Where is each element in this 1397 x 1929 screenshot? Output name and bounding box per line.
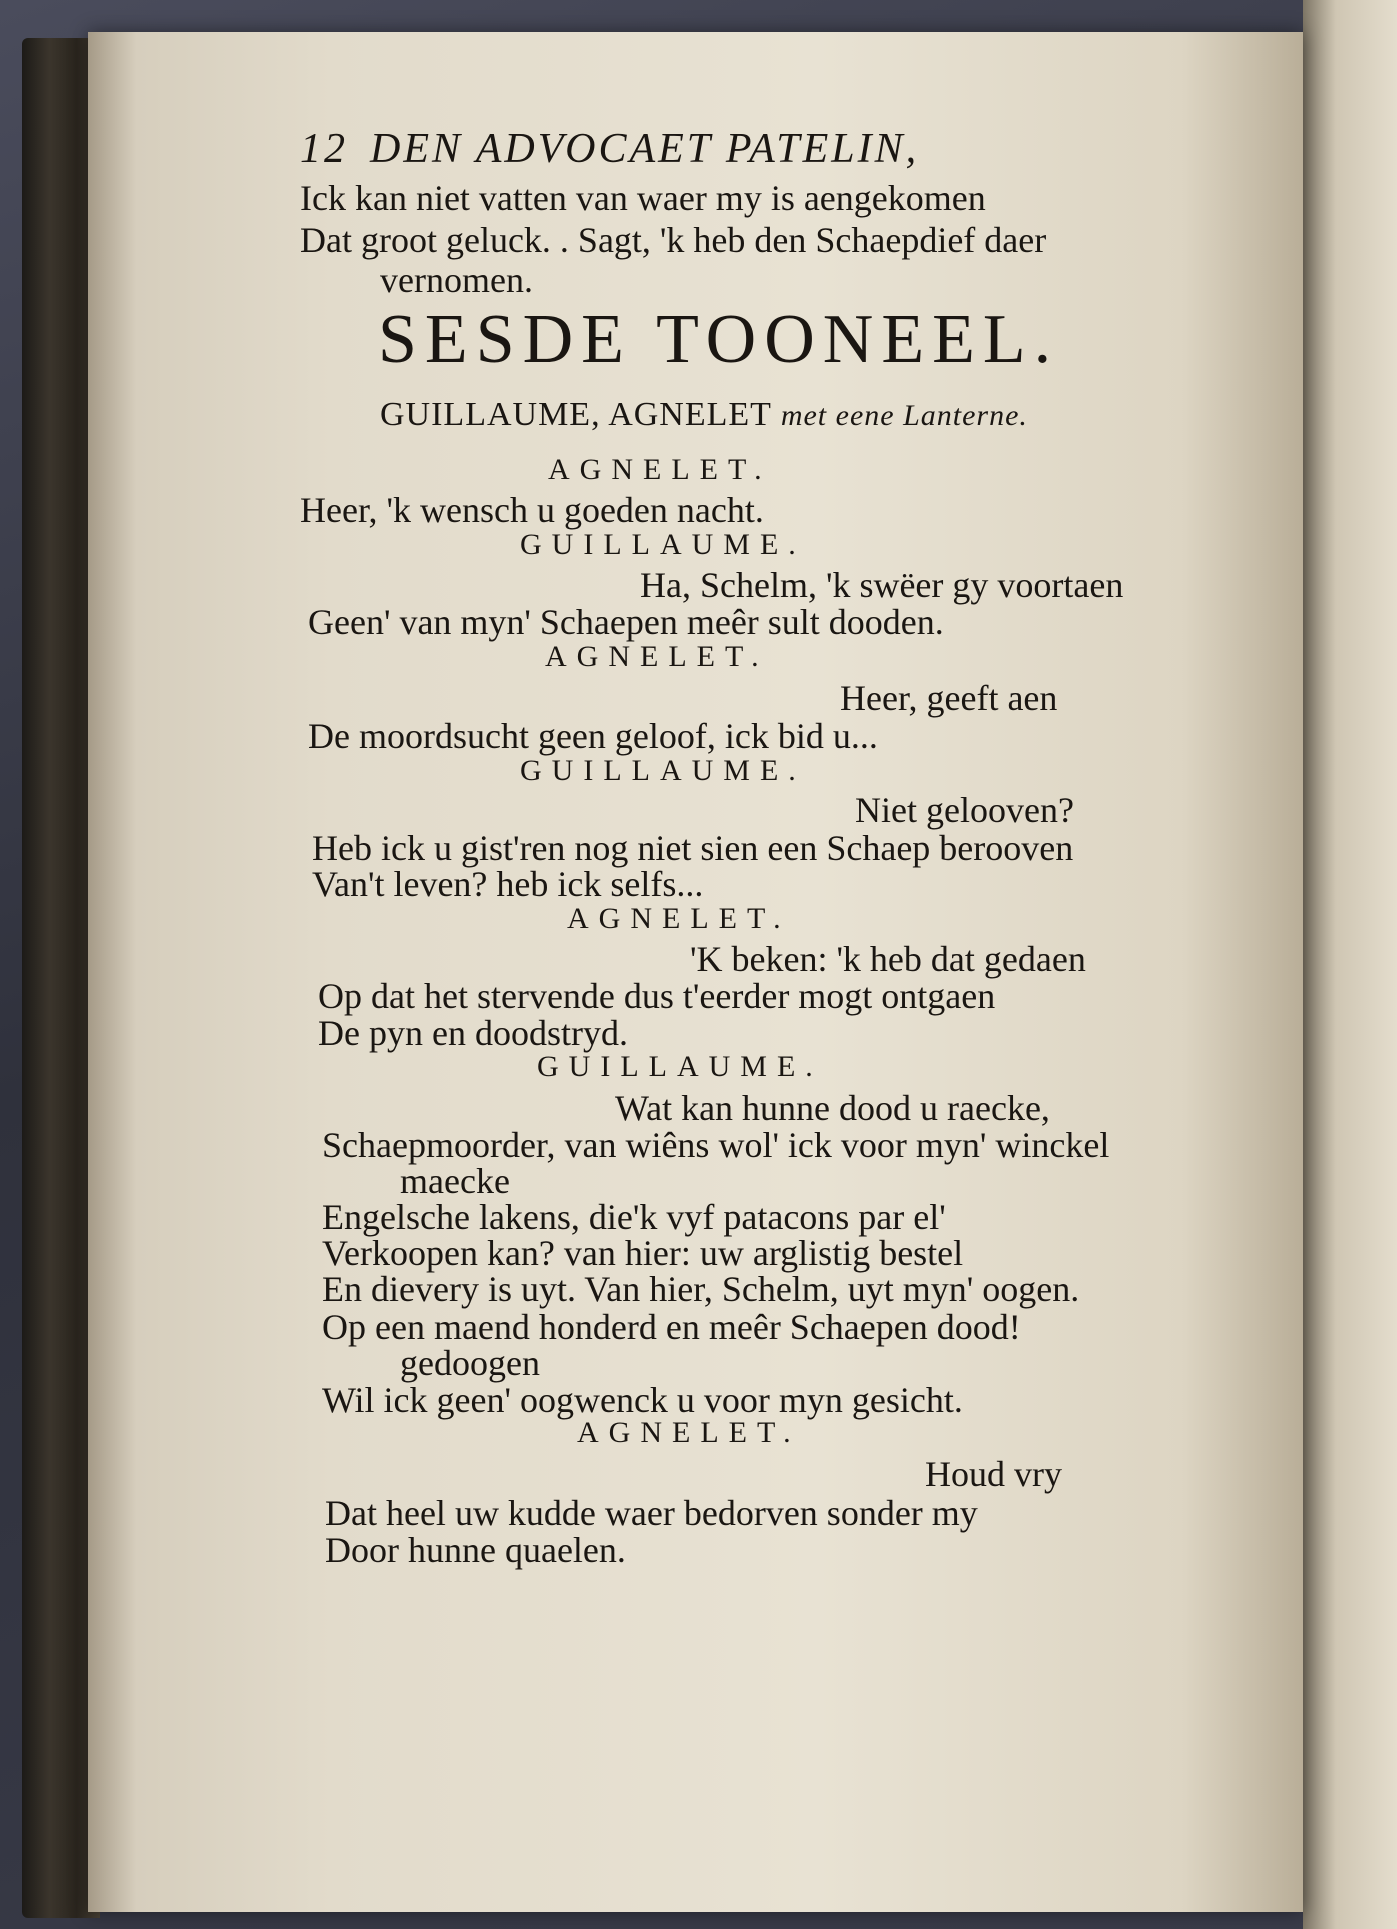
scene-title: SESDE TOONEEL. bbox=[378, 301, 1060, 378]
opening-line: vernomen. bbox=[380, 260, 533, 300]
cast-names: GUILLAUME, AGNELET bbox=[380, 396, 772, 433]
verse-line: maecke bbox=[400, 1161, 510, 1201]
verse-line: Ha, Schelm, 'k swëer gy voortaen bbox=[640, 565, 1124, 605]
verse-line: Heb ick u gist'ren nog niet sien een Schaep berooven bbox=[312, 828, 1074, 868]
verse-line: Heer, 'k wensch u goeden nacht. bbox=[300, 490, 764, 530]
verse-line: De pyn en doodstryd. bbox=[318, 1013, 628, 1053]
verse-line: Van't leven? heb ick selfs... bbox=[312, 864, 704, 904]
opening-line: Dat groot geluck. . Sagt, 'k heb den Schaepdief daer bbox=[300, 220, 1047, 260]
verse-line: Wat kan hunne dood u raecke, bbox=[615, 1088, 1050, 1128]
verse-line: Niet gelooven? bbox=[855, 790, 1074, 830]
running-title: DEN ADVOCAET PATELIN, bbox=[370, 126, 920, 172]
verse-line: Verkoopen kan? van hier: uw arglistig bestel bbox=[322, 1233, 964, 1273]
facing-page-edge bbox=[1303, 0, 1397, 1929]
verse-line: Engelsche lakens, die'k vyf patacons par el' bbox=[322, 1197, 946, 1237]
opening-line: Ick kan niet vatten van waer my is aengekomen bbox=[300, 178, 986, 218]
speaker-name: AGNELET. bbox=[577, 1416, 801, 1449]
scene-cast bbox=[380, 398, 1028, 432]
speaker-name: GUILLAUME. bbox=[537, 1050, 823, 1083]
speaker-name: GUILLAUME. bbox=[520, 754, 806, 787]
cast-note: met eene Lanterne. bbox=[780, 399, 1028, 432]
verse-line: Door hunne quaelen. bbox=[325, 1530, 626, 1570]
verse-line: En dievery is uyt. Van hier, Schelm, uyt myn' oogen. bbox=[322, 1269, 1080, 1309]
speaker-name: AGNELET. bbox=[545, 640, 769, 673]
verse-line: Heer, geeft aen bbox=[840, 678, 1058, 718]
verse-line: 'K beken: 'k heb dat gedaen bbox=[690, 939, 1086, 979]
speaker-name: AGNELET. bbox=[567, 902, 791, 935]
speaker-name: AGNELET. bbox=[548, 453, 772, 486]
verse-line: Geen' van myn' Schaepen meêr sult dooden. bbox=[308, 602, 944, 642]
verse-line: Dat heel uw kudde waer bedorven sonder my bbox=[325, 1493, 978, 1533]
verse-line: De moordsucht geen geloof, ick bid u... bbox=[308, 716, 878, 756]
page-number: 12 bbox=[300, 126, 348, 172]
verse-line: Schaepmoorder, van wiêns wol' ick voor myn' winckel bbox=[322, 1125, 1110, 1165]
verse-line: Op dat het stervende dus t'eerder mogt ontgaen bbox=[318, 976, 996, 1016]
verse-line: Op een maend honderd en meêr Schaepen dood! bbox=[322, 1307, 1021, 1347]
verse-line: Wil ick geen' oogwenck u voor myn gesicht. bbox=[322, 1380, 963, 1420]
verse-line: gedoogen bbox=[400, 1343, 540, 1383]
speaker-name: GUILLAUME. bbox=[520, 528, 806, 561]
verse-line: Houd vry bbox=[925, 1454, 1062, 1494]
